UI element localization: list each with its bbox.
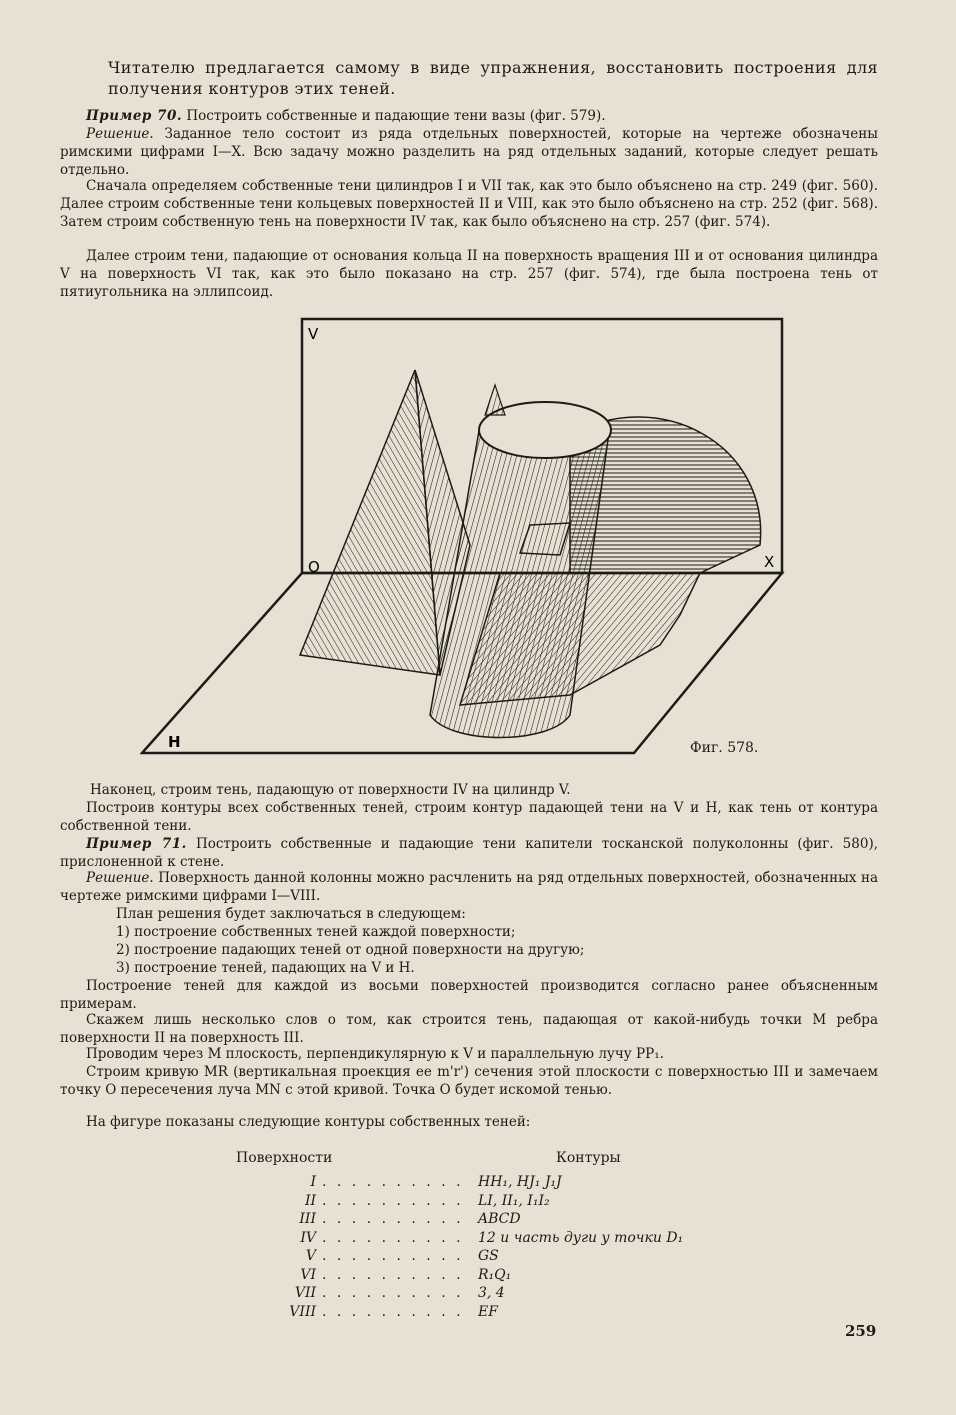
page-number: 259 <box>845 1322 877 1340</box>
example-70-paragraph-3: Далее строим тени, падающие от основания кольца II на поверхность вращения III и от основания цилиндра V на поверхность VI так, как это было показано на стр. 257 (фиг. 574), где была построена тень от пятиугольника на эллипсоид. <box>60 248 878 300</box>
example-71-solution <box>60 870 878 906</box>
leader-dots: . . . . . . . . . . <box>322 1303 464 1320</box>
table-row <box>0 1304 956 1322</box>
table-row <box>0 1174 956 1192</box>
label-o: O <box>308 558 320 576</box>
after-paragraph-1: Наконец, строим тень, падающую от поверхности IV на цилиндр V. <box>90 782 571 798</box>
plan-intro: План решения будет заключаться в следующем: <box>116 906 466 922</box>
plan-step-2: 2) построение падающих теней от одной поверхности на другую; <box>116 942 585 958</box>
table-row <box>0 1230 956 1248</box>
solution-label-71: Решение. <box>86 870 154 886</box>
table-header-surfaces: Поверхности <box>236 1150 333 1166</box>
contour-value: HH₁, HJ₁ J₁J <box>478 1174 562 1190</box>
example-70-statement <box>60 108 878 126</box>
leader-dots: . . . . . . . . . . <box>322 1266 464 1283</box>
table-row <box>0 1211 956 1229</box>
cone-tip <box>485 385 505 415</box>
leader-dots: . . . . . . . . . . <box>322 1211 464 1227</box>
example-70-text: Построить собственные и падающие тени вазы (фиг. 579). <box>186 108 606 124</box>
plan-step-3: 3) построение теней, падающих на V и H. <box>116 960 415 976</box>
surface-number: VI <box>300 1266 316 1283</box>
figure-caption: Фиг. 578. <box>690 740 759 756</box>
example-71-label: Пример 71. <box>86 836 187 852</box>
table-row <box>0 1267 956 1285</box>
table-row <box>0 1193 956 1211</box>
leader-dots: . . . . . . . . . . <box>322 1285 464 1301</box>
example-71-statement <box>60 836 878 872</box>
table-row <box>0 1248 956 1266</box>
contour-value: 12 и часть дуги у точки D₁ <box>478 1229 684 1246</box>
surface-number: IV <box>300 1229 316 1246</box>
table-header-contours: Контуры <box>556 1150 621 1166</box>
contour-value: R₁Q₁ <box>478 1266 512 1283</box>
example-71-paragraph-4: Построение теней для каждой из восьми поверхностей производится согласно ранее объясненным примерам. <box>60 978 878 1012</box>
vase-shadow-drawing <box>140 315 800 775</box>
surface-number: III <box>299 1211 316 1227</box>
table-row <box>0 1285 956 1303</box>
surface-number: VII <box>294 1285 316 1301</box>
example-70-solution <box>60 126 878 179</box>
surface-number: V <box>305 1248 316 1264</box>
contour-value: 3, 4 <box>478 1285 505 1301</box>
solution-text: Заданное тело состоит из ряда отдельных поверхностей, которые на чертеже обозначены римскими цифрами I—X. Всю задачу можно разделить на ряд отдельных заданий, которые следует решать отдельно. <box>60 126 878 178</box>
label-h: H <box>168 733 181 751</box>
leader-dots: . . . . . . . . . . <box>322 1174 464 1190</box>
leader-dots: . . . . . . . . . . <box>322 1248 464 1264</box>
surface-number: VIII <box>289 1303 316 1320</box>
solution-text-71: Поверхность данной колонны можно расчленить на ряд отдельных поверхностей, обозначенных на чертеже римскими цифрами I—VIII. <box>60 870 878 904</box>
solution-label: Решение. <box>86 126 154 142</box>
example-71-paragraph-6: Проводим через M плоскость, перпендикулярную к V и параллельную лучу PP₁. <box>86 1046 664 1062</box>
intro-paragraph: Читателю предлагается самому в виде упражнения, восстановить построения для получения контуров этих теней. <box>108 58 878 99</box>
example-71-paragraph-7: Строим кривую MR (вертикальная проекция ее m'r') сечения этой плоскости с поверхностью III и замечаем точку O пересечения луча MN с этой кривой. Точка O будет искомой тенью. <box>60 1064 878 1098</box>
contour-value: GS <box>478 1248 499 1264</box>
leader-dots: . . . . . . . . . . <box>322 1229 464 1246</box>
example-71-text: Построить собственные и падающие тени капители тосканской полуколонны (фиг. 580), прислоненной к стене. <box>60 836 879 870</box>
surface-number: I <box>310 1174 316 1190</box>
plan-step-1: 1) построение собственных теней каждой поверхности; <box>116 924 516 940</box>
example-70-paragraph-2: Сначала определяем собственные тени цилиндров I и VII так, как это было объяснено на стр. 249 (фиг. 560). Далее строим собственные тени кольцевых поверхностей II и VIII, как это было объяснено на стр. 252 (фиг. 568). Затем строим собственную тень на поверхности IV так, как было объяснено на стр. 257 (фиг. 574). <box>60 178 878 230</box>
cylinder-surface <box>430 425 610 738</box>
leader-dots: . . . . . . . . . . <box>322 1192 464 1209</box>
example-71-paragraph-5: Скажем лишь несколько слов о том, как строится тень, падающая от какой-нибудь точки M ребра поверхности II на поверхность III. <box>60 1012 878 1046</box>
example-71-paragraph-8: На фигуре показаны следующие контуры собственных теней: <box>86 1114 531 1130</box>
contour-value: LI, II₁, I₁I₂ <box>478 1192 550 1209</box>
contour-value: EF <box>478 1303 498 1320</box>
surface-number: II <box>304 1192 316 1209</box>
figure-578 <box>140 315 800 775</box>
after-paragraph-2: Построив контуры всех собственных теней, строим контур падающей тени на V и H, как тень от контура собственной тени. <box>60 800 878 834</box>
contour-value: ABCD <box>478 1211 521 1227</box>
label-v: V <box>308 325 319 343</box>
label-x: X <box>764 553 775 571</box>
example-70-label: Пример 70. <box>86 108 183 124</box>
